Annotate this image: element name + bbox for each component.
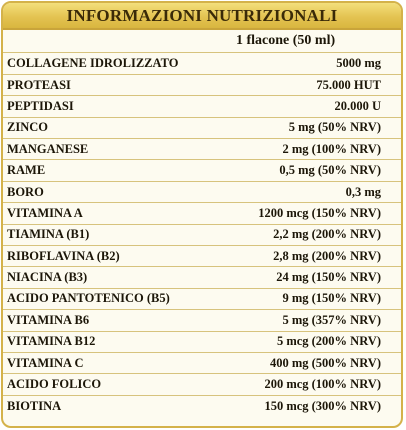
panel-title: INFORMAZIONI NUTRIZIONALI <box>3 3 401 30</box>
table-row <box>3 267 401 288</box>
nutrient-name: BIOTINA <box>7 398 62 413</box>
nutrient-amount: 24 mg (150% NRV) <box>233 267 401 288</box>
nutrition-table <box>3 53 401 417</box>
nutrient-amount: 5000 mg <box>233 53 401 74</box>
table-row <box>3 139 401 160</box>
table-row <box>3 288 401 309</box>
nutrient-name: VITAMINA B12 <box>3 331 233 352</box>
nutrition-panel <box>1 1 403 428</box>
table-row <box>3 74 401 95</box>
nutrition-table-body <box>3 53 401 417</box>
nutrient-name: MANGANESE <box>3 139 233 160</box>
table-row <box>3 160 401 181</box>
table-row <box>3 331 401 352</box>
nutrient-amount: 150 mcg (300% NRV) <box>264 398 381 413</box>
nutrient-name: PEPTIDASI <box>3 96 233 117</box>
nutrient-amount: 2 mg (100% NRV) <box>233 139 401 160</box>
nutrient-name: ACIDO FOLICO <box>3 374 233 395</box>
table-row <box>3 395 401 416</box>
nutrient-amount: 5 mg (357% NRV) <box>233 310 401 331</box>
nutrient-amount: 75.000 HUT <box>233 74 401 95</box>
nutrient-amount: 0,3 mg <box>233 181 401 202</box>
nutrient-amount: 0,5 mg (50% NRV) <box>233 160 401 181</box>
table-row <box>3 96 401 117</box>
column-header: 1 flacone (50 ml) <box>236 33 336 48</box>
nutrient-amount: 9 mg (150% NRV) <box>233 288 401 309</box>
nutrient-name: ZINCO <box>3 117 233 138</box>
nutrient-amount: 5 mcg (200% NRV) <box>233 331 401 352</box>
nutrient-name: COLLAGENE IDROLIZZATO <box>3 53 233 74</box>
table-row <box>3 310 401 331</box>
nutrient-amount: 2,8 mg (200% NRV) <box>233 246 401 267</box>
nutrient-amount: 400 mg (500% NRV) <box>233 352 401 373</box>
nutrient-amount: 1200 mcg (150% NRV) <box>233 203 401 224</box>
nutrient-name: VITAMINA B6 <box>3 310 233 331</box>
column-header-row <box>3 30 401 53</box>
table-row <box>3 53 401 74</box>
nutrient-name: VITAMINA A <box>3 203 233 224</box>
nutrient-amount: 2,2 mg (200% NRV) <box>233 224 401 245</box>
nutrient-amount: 200 mcg (100% NRV) <box>233 374 401 395</box>
nutrient-name: NIACINA (B3) <box>3 267 233 288</box>
table-row <box>3 374 401 395</box>
table-row <box>3 117 401 138</box>
nutrient-amount: 5 mg (50% NRV) <box>233 117 401 138</box>
nutrient-name: PROTEASI <box>3 74 233 95</box>
table-row <box>3 203 401 224</box>
nutrient-name: BORO <box>3 181 233 202</box>
table-row <box>3 352 401 373</box>
table-row <box>3 246 401 267</box>
nutrient-name: VITAMINA C <box>3 352 233 373</box>
nutrient-name: RAME <box>3 160 233 181</box>
nutrient-name: RIBOFLAVINA (B2) <box>3 246 233 267</box>
nutrient-name: TIAMINA (B1) <box>3 224 233 245</box>
table-row <box>3 224 401 245</box>
nutrient-name: ACIDO PANTOTENICO (B5) <box>3 288 233 309</box>
nutrient-amount: 20.000 U <box>233 96 401 117</box>
table-row <box>3 181 401 202</box>
